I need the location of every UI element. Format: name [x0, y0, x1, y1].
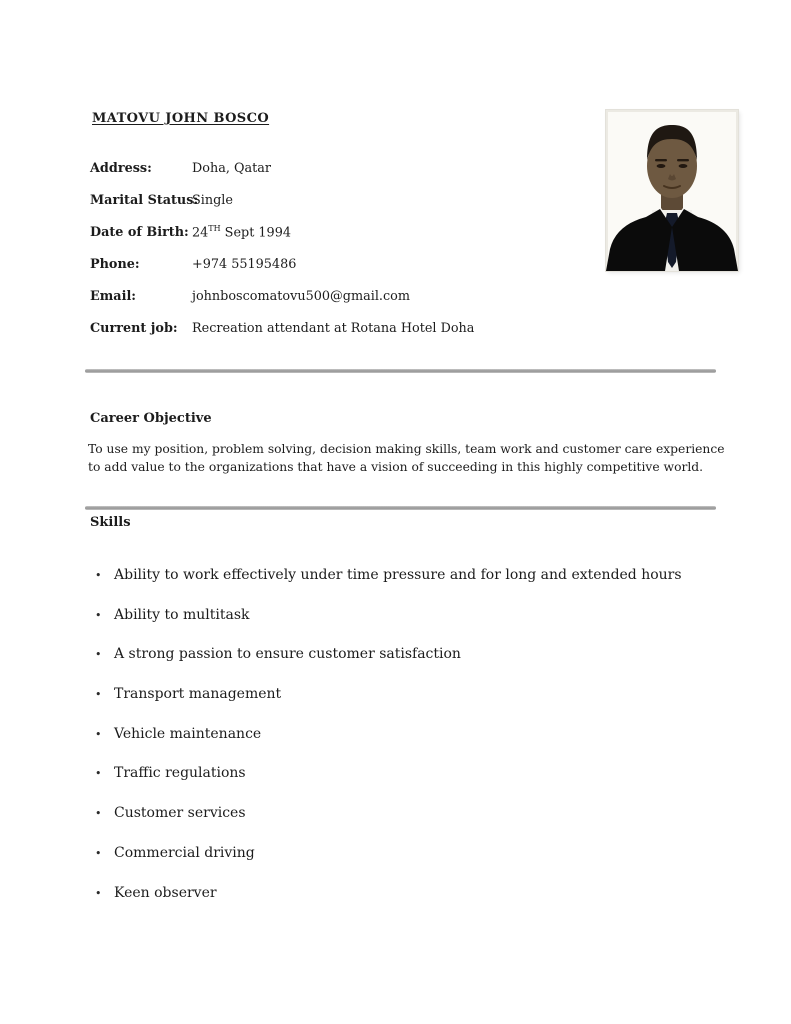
list-item [95, 646, 682, 686]
detail-label: Address: [90, 161, 152, 176]
skills-title: Skills [90, 515, 131, 530]
detail-value: johnboscomatovu500@gmail.com [192, 289, 411, 304]
career-objective-title: Career Objective [90, 411, 212, 426]
bullet-icon: • [95, 886, 102, 900]
skill-text: Traffic regulations [114, 765, 246, 782]
list-item [95, 765, 682, 805]
candidate-name: MATOVU JOHN BOSCO [92, 111, 270, 126]
bullet-icon: • [95, 569, 102, 582]
detail-row-phone [90, 257, 474, 289]
bullet-icon: • [95, 767, 102, 781]
skill-text: Transport management [114, 686, 282, 703]
detail-value: Recreation attendant at Rotana Hotel Doha [192, 321, 475, 336]
skill-text: Ability to work effectively under time pressure and for long and extended hours [114, 567, 682, 583]
detail-row-address [90, 161, 474, 193]
profile-photo [606, 110, 738, 271]
list-item [95, 885, 682, 925]
list-item [95, 726, 682, 766]
skill-text: A strong passion to ensure customer satisfaction [114, 646, 461, 663]
detail-value: Doha, Qatar [192, 161, 271, 176]
details-section [90, 161, 474, 353]
bullet-icon: • [95, 727, 102, 741]
detail-row-marital-status [90, 193, 474, 225]
bullet-icon: • [95, 648, 102, 662]
bullet-icon: • [95, 846, 102, 860]
bullet-icon: • [95, 688, 102, 702]
skill-text: Customer services [114, 805, 246, 822]
detail-row-date-of-birth [90, 225, 474, 257]
detail-row-current-job [90, 321, 474, 353]
detail-label: Phone: [90, 257, 140, 272]
skill-text: Vehicle maintenance [114, 725, 262, 742]
dob-ordinal: TH [208, 224, 221, 233]
list-item [95, 567, 682, 607]
portrait-illustration [606, 110, 738, 271]
dob-rest: Sept 1994 [220, 225, 291, 241]
list-item [95, 805, 682, 845]
detail-label: Current job: [90, 321, 178, 336]
bullet-icon: • [95, 807, 102, 821]
detail-value [192, 225, 291, 240]
skills-list [95, 567, 682, 924]
skill-text: Keen observer [114, 884, 217, 901]
list-item [95, 686, 682, 726]
detail-label: Date of Birth: [90, 225, 189, 240]
detail-label: Marital Status: [90, 193, 199, 208]
objective-line: To use my position, problem solving, decision making skills, team work and customer care experience [88, 442, 725, 456]
objective-line: to add value to the organizations that have a vision of succeeding in this highly competitive world. [88, 459, 704, 474]
section-divider [85, 506, 716, 510]
bullet-icon: • [95, 608, 102, 622]
skill-text: Ability to multitask [114, 606, 250, 623]
detail-label: Email: [90, 289, 137, 304]
career-objective-text [88, 441, 725, 476]
section-divider [85, 369, 716, 373]
dob-day: 24 [192, 225, 209, 241]
detail-row-email [90, 289, 474, 321]
detail-value: +974 55195486 [192, 257, 297, 272]
list-item [95, 845, 682, 885]
skill-text: Commercial driving [114, 844, 255, 861]
detail-value: Single [192, 193, 233, 208]
list-item [95, 607, 682, 647]
